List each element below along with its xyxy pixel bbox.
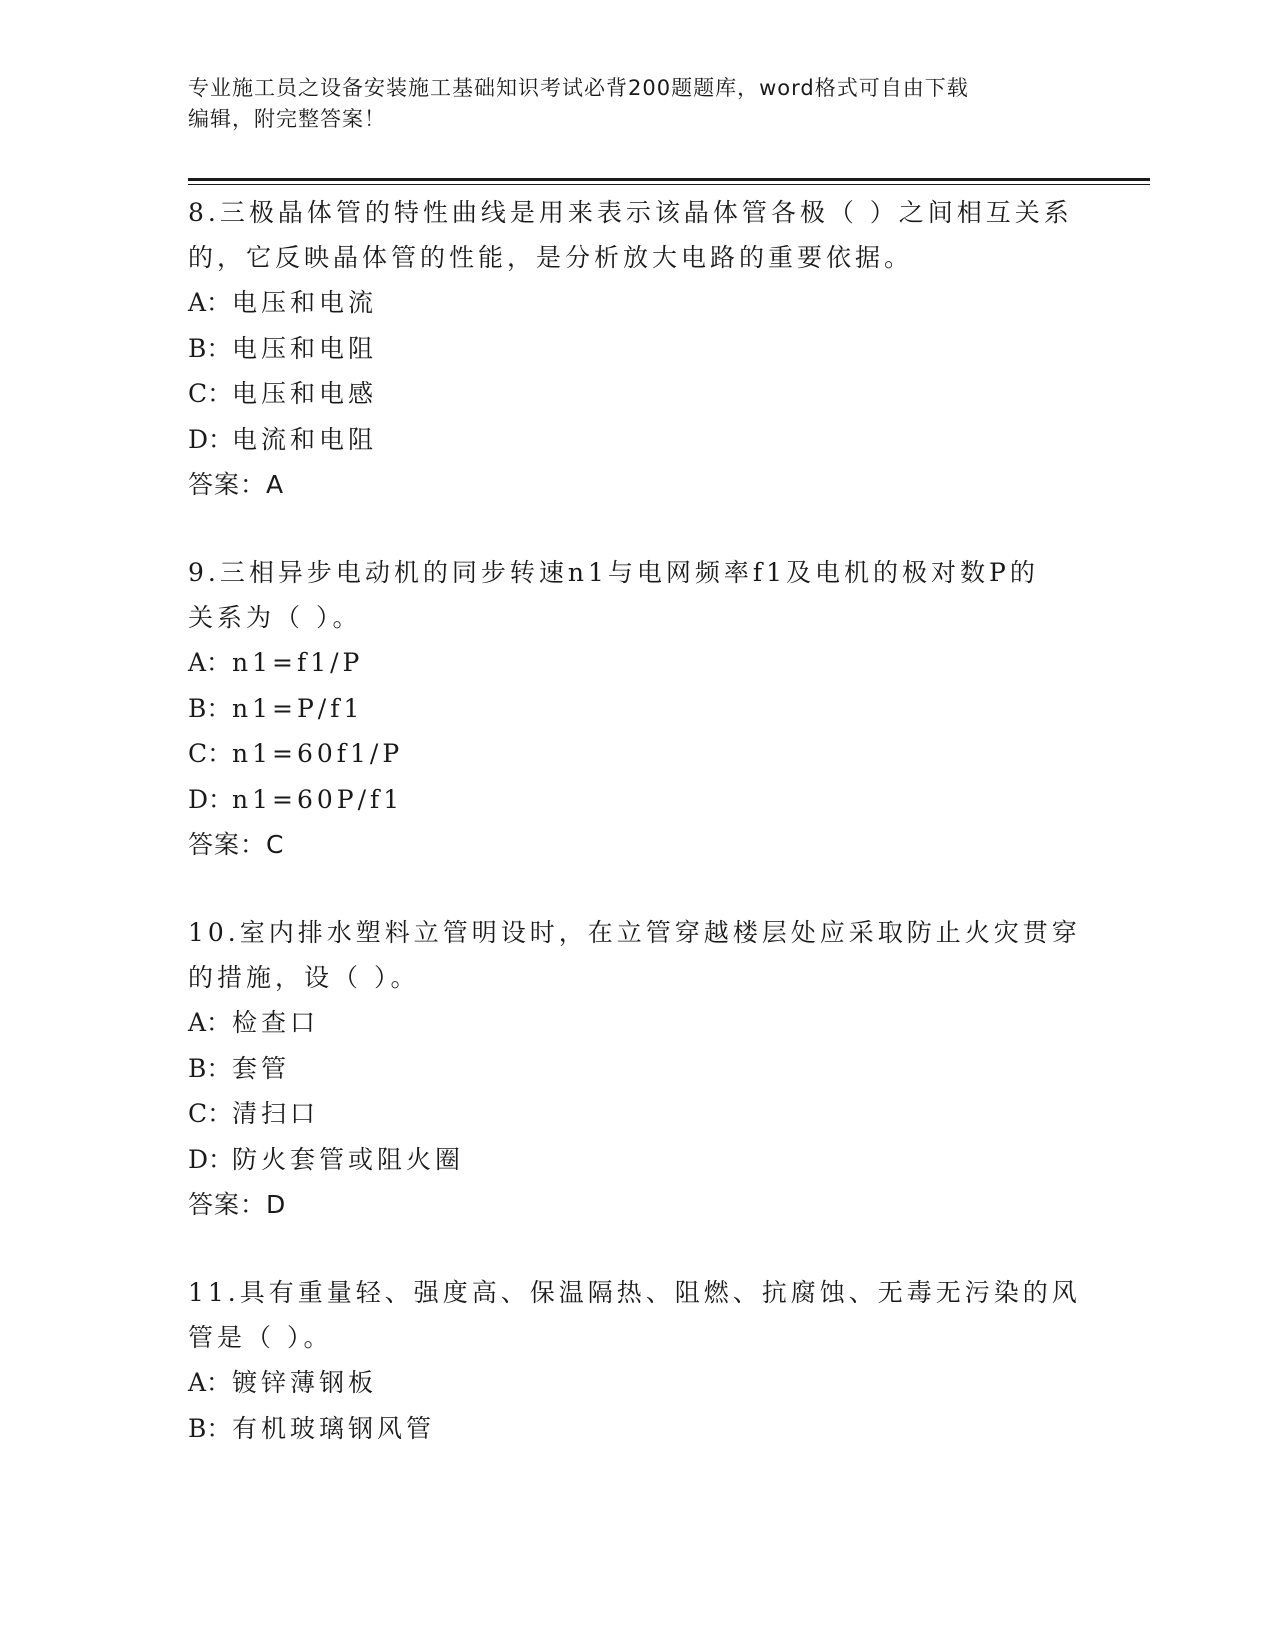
option-a — [188, 1000, 1088, 1046]
question-11 — [188, 1270, 1088, 1451]
answer-line: 答案：D — [188, 1190, 287, 1219]
option-text: n1=60f1/P — [232, 739, 404, 768]
option-text: 防火套管或阻火圈 — [232, 1144, 465, 1174]
option-c — [188, 731, 1088, 777]
option-text: 镀锌薄钢板 — [232, 1368, 378, 1397]
option-b — [188, 326, 1088, 372]
question-text-line-2: 的，它反映晶体管的性能，是分析放大电路的重要依据。 — [188, 243, 914, 272]
question-9 — [188, 550, 1088, 867]
option-letter: D： — [188, 1144, 234, 1174]
header-line-1: 专业施工员之设备安装施工基础知识考试必背200题题库，word格式可自由下载 — [188, 76, 969, 100]
option-text: n1=60P/f1 — [232, 784, 404, 814]
option-text: 电流和电阻 — [232, 424, 378, 454]
option-letter: B： — [188, 1053, 232, 1083]
option-text: 清扫口 — [232, 1099, 320, 1128]
question-text-line-1: 11.具有重量轻、强度高、保温隔热、阻燃、抗腐蚀、无毒无污染的风 — [188, 1278, 1081, 1307]
option-letter: B： — [188, 333, 232, 363]
option-letter: C： — [188, 379, 233, 408]
answer-line: 答案：C — [188, 830, 285, 859]
option-letter: A： — [188, 648, 232, 677]
option-d — [188, 417, 1088, 463]
option-text: n1=P/f1 — [232, 693, 364, 723]
option-letter: D： — [188, 784, 234, 814]
option-b — [188, 686, 1088, 732]
option-text: 检查口 — [232, 1008, 320, 1037]
option-text: 有机玻璃钢风管 — [232, 1413, 436, 1443]
option-letter: A： — [188, 1368, 232, 1397]
option-text: 套管 — [232, 1053, 291, 1083]
option-text: 电压和电感 — [232, 379, 378, 408]
option-a — [188, 1360, 1088, 1406]
question-text-line-1: 8.三极晶体管的特性曲线是用来表示该晶体管各极（ ）之间相互关系 — [188, 198, 1073, 227]
header-line-2: 编辑，附完整答案！ — [188, 107, 386, 131]
option-text: n1=f1/P — [232, 648, 364, 677]
question-text-line-2: 管是（ ）。 — [188, 1323, 333, 1352]
option-letter: C： — [188, 739, 233, 768]
option-letter: D： — [188, 424, 234, 454]
question-10 — [188, 910, 1088, 1227]
option-letter: A： — [188, 288, 232, 317]
option-text: 电压和电流 — [232, 288, 378, 317]
header-divider-thick — [188, 178, 1150, 181]
question-text-line-2: 的措施，设（ ）。 — [188, 963, 420, 992]
option-a — [188, 280, 1088, 326]
option-b — [188, 1046, 1088, 1092]
document-header — [188, 73, 1078, 135]
option-letter: A： — [188, 1008, 232, 1037]
option-d — [188, 1137, 1088, 1183]
question-text-line-1: 9.三相异步电动机的同步转速n1与电网频率f1及电机的极对数P的 — [188, 558, 1039, 587]
option-b — [188, 1406, 1088, 1452]
option-letter: B： — [188, 1413, 232, 1443]
question-8 — [188, 190, 1088, 507]
answer-line: 答案：A — [188, 470, 285, 499]
question-text-line-2: 关系为（ ）。 — [188, 603, 362, 632]
option-c — [188, 371, 1088, 417]
option-a — [188, 640, 1088, 686]
option-letter: C： — [188, 1099, 233, 1128]
option-c — [188, 1091, 1088, 1137]
header-divider-thin — [188, 184, 1150, 185]
option-letter: B： — [188, 693, 232, 723]
option-d — [188, 777, 1088, 823]
question-text-line-1: 10.室内排水塑料立管明设时，在立管穿越楼层处应采取防止火灾贯穿 — [188, 918, 1081, 947]
option-text: 电压和电阻 — [232, 333, 378, 363]
